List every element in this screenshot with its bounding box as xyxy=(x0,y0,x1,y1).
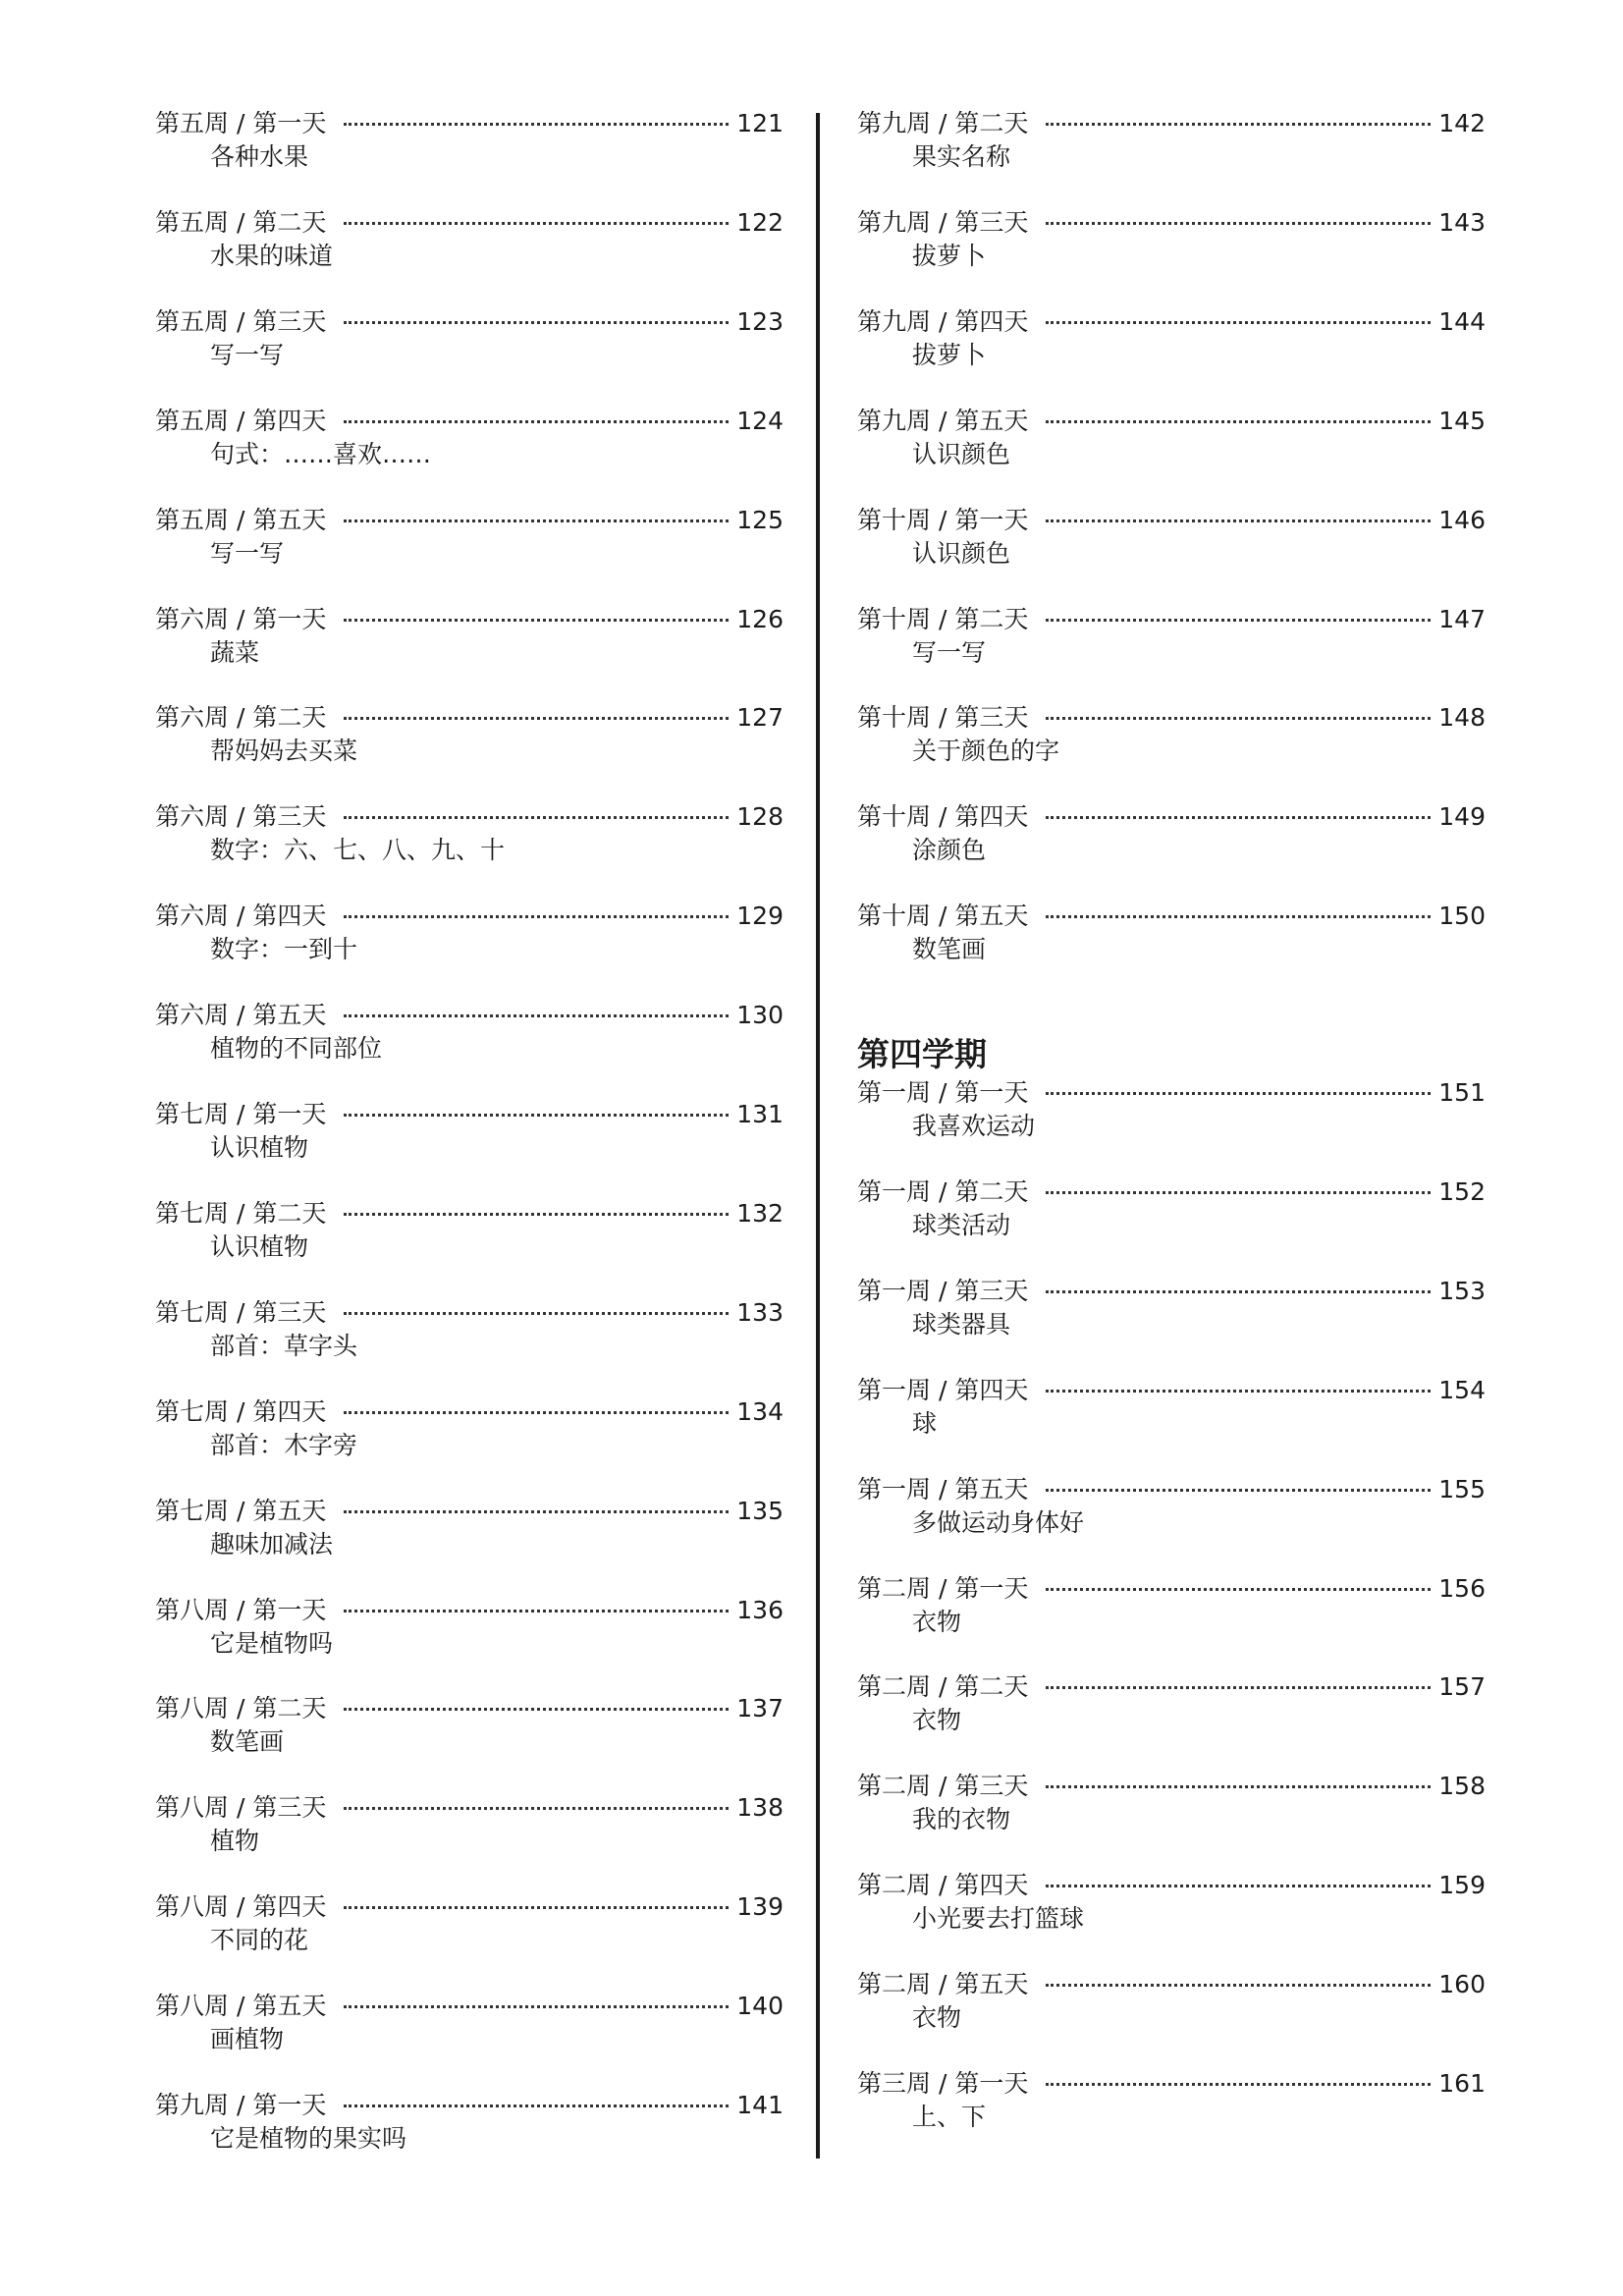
toc-entry-label: 第七周 / 第四天 xyxy=(155,1396,327,1426)
toc-entry-title: 认识植物 xyxy=(210,1231,309,1261)
toc-entry-title: 小光要去打篮球 xyxy=(912,1904,1085,1934)
toc-entry-title: 写一写 xyxy=(210,340,285,369)
dot-leader xyxy=(1046,123,1431,126)
toc-entry xyxy=(155,1991,784,2069)
toc-entry-page-number: 158 xyxy=(1438,1772,1486,1801)
dot-leader xyxy=(1046,1489,1431,1492)
toc-entry-title: 各种水果 xyxy=(210,142,309,171)
toc-entry-title: 句式：……喜欢…… xyxy=(210,439,432,468)
toc-entry-header xyxy=(857,108,1486,139)
toc-entry-label: 第九周 / 第一天 xyxy=(155,2091,327,2119)
dot-leader xyxy=(344,1312,729,1315)
toc-entry-title: 数字：六、七、八、九、十 xyxy=(210,836,506,865)
toc-entry-header xyxy=(857,306,1486,338)
dot-leader xyxy=(344,1807,729,1810)
toc-entry-header xyxy=(155,1991,784,2022)
dot-leader xyxy=(1046,1092,1431,1095)
toc-entry xyxy=(857,1276,1486,1354)
toc-entry-page-number: 126 xyxy=(736,604,784,633)
toc-entry-label: 第七周 / 第一天 xyxy=(155,1100,327,1128)
toc-entry-label: 第十周 / 第二天 xyxy=(857,604,1029,633)
toc-entry xyxy=(155,1693,784,1772)
toc-entry-label: 第九周 / 第五天 xyxy=(857,406,1029,435)
toc-entry xyxy=(155,406,784,484)
toc-entry xyxy=(155,108,784,187)
toc-entry-page-number: 122 xyxy=(736,207,784,237)
dot-leader xyxy=(344,1510,729,1513)
toc-entry-title: 衣物 xyxy=(912,1607,962,1636)
toc-entry xyxy=(857,1969,1486,2048)
dot-leader xyxy=(1046,1290,1431,1293)
dot-leader xyxy=(344,619,729,622)
toc-entry-page-number: 161 xyxy=(1438,2069,1486,2098)
toc-entry-header xyxy=(857,1671,1486,1703)
column-divider xyxy=(816,113,820,2159)
toc-entry-label: 第七周 / 第三天 xyxy=(155,1297,327,1327)
toc-entry-page-number: 129 xyxy=(736,902,784,931)
toc-entry-page-number: 145 xyxy=(1438,406,1486,435)
toc-entry-title: 认识颜色 xyxy=(912,538,1011,568)
toc-entry xyxy=(857,1176,1486,1255)
toc-entry xyxy=(857,406,1486,484)
toc-entry-title: 它是植物吗 xyxy=(210,1628,334,1658)
dot-leader xyxy=(344,1610,729,1613)
toc-entry xyxy=(857,108,1486,187)
toc-entry-header xyxy=(857,702,1486,734)
toc-entry-label: 第十周 / 第一天 xyxy=(857,505,1029,534)
dot-leader xyxy=(344,1906,729,1909)
toc-entry-header xyxy=(155,108,784,139)
toc-entry-title: 涂颜色 xyxy=(912,836,987,865)
toc-entry xyxy=(857,1771,1486,1849)
toc-entry-label: 第二周 / 第二天 xyxy=(857,1672,1029,1702)
toc-entry-header xyxy=(155,1891,784,1923)
toc-entry-page-number: 123 xyxy=(736,306,784,336)
dot-leader xyxy=(344,717,729,720)
toc-entry-label: 第一周 / 第五天 xyxy=(857,1474,1029,1503)
toc-entry-label: 第九周 / 第三天 xyxy=(857,207,1029,237)
toc-entry-header xyxy=(857,1375,1486,1406)
toc-entry-header xyxy=(155,1595,784,1626)
toc-entry-header xyxy=(155,901,784,932)
toc-entry-page-number: 146 xyxy=(1438,505,1486,534)
toc-entry-header xyxy=(155,1792,784,1824)
toc-entry-header xyxy=(155,2090,784,2121)
toc-entry-page-number: 149 xyxy=(1438,802,1486,832)
toc-entry-header xyxy=(155,1198,784,1230)
dot-leader xyxy=(1046,222,1431,225)
toc-entry-title: 果实名称 xyxy=(912,142,1011,171)
dot-leader xyxy=(1046,1785,1431,1788)
toc-entry xyxy=(155,1891,784,1970)
toc-entry-header xyxy=(857,1077,1486,1109)
toc-entry-label: 第二周 / 第四天 xyxy=(857,1871,1029,1900)
toc-entry-page-number: 131 xyxy=(736,1100,784,1128)
toc-entry-header xyxy=(155,306,784,338)
toc-entry xyxy=(857,1474,1486,1553)
toc-entry xyxy=(857,306,1486,385)
dot-leader xyxy=(1046,321,1431,324)
toc-entry-page-number: 125 xyxy=(736,505,784,534)
toc-entry-page-number: 147 xyxy=(1438,604,1486,633)
dot-leader xyxy=(1046,1984,1431,1987)
toc-entry xyxy=(155,306,784,385)
toc-entry-title: 认识颜色 xyxy=(912,439,1011,468)
toc-entry-label: 第六周 / 第三天 xyxy=(155,802,327,832)
toc-entry-label: 第一周 / 第二天 xyxy=(857,1176,1029,1206)
toc-entry-header xyxy=(155,207,784,239)
toc-entry-label: 第七周 / 第二天 xyxy=(155,1198,327,1228)
toc-entry xyxy=(155,1099,784,1177)
dot-leader xyxy=(344,420,729,423)
toc-entry xyxy=(857,1375,1486,1453)
toc-entry-label: 第八周 / 第二天 xyxy=(155,1694,327,1723)
toc-entry-title: 帮妈妈去买菜 xyxy=(210,737,358,766)
toc-entry-label: 第二周 / 第三天 xyxy=(857,1772,1029,1801)
toc-entry-header xyxy=(857,505,1486,536)
toc-entry xyxy=(155,1000,784,1078)
toc-entry-label: 第八周 / 第三天 xyxy=(155,1793,327,1823)
dot-leader xyxy=(1046,915,1431,918)
toc-entry-header xyxy=(155,604,784,635)
toc-entry-title: 部首：草字头 xyxy=(210,1331,358,1360)
toc-entry-label: 第二周 / 第五天 xyxy=(857,1970,1029,1999)
toc-entry xyxy=(857,1573,1486,1652)
dot-leader xyxy=(1046,1191,1431,1194)
toc-entry-header xyxy=(857,1176,1486,1208)
toc-entry xyxy=(857,1870,1486,1948)
toc-entry-header xyxy=(857,1474,1486,1505)
toc-entry-title: 球类器具 xyxy=(912,1309,1011,1339)
toc-entry-header xyxy=(155,702,784,734)
toc-entry xyxy=(155,801,784,880)
dot-leader xyxy=(344,1213,729,1216)
toc-entry-header xyxy=(155,1396,784,1428)
toc-entry xyxy=(155,1198,784,1277)
toc-entry-header xyxy=(155,801,784,833)
toc-entry-header xyxy=(857,207,1486,239)
dot-leader xyxy=(344,222,729,225)
dot-leader xyxy=(1046,816,1431,819)
toc-entry-header xyxy=(857,406,1486,437)
toc-entry-page-number: 135 xyxy=(736,1496,784,1525)
toc-entry-title: 认识植物 xyxy=(210,1133,309,1162)
dot-leader xyxy=(344,816,729,819)
toc-entry xyxy=(155,207,784,286)
toc-entry-header xyxy=(857,2068,1486,2100)
toc-entry-label: 第十周 / 第三天 xyxy=(857,703,1029,733)
toc-entry-page-number: 132 xyxy=(736,1198,784,1228)
toc-entry xyxy=(857,1077,1486,1156)
toc-entry xyxy=(857,505,1486,583)
dot-leader xyxy=(1046,1390,1431,1393)
dot-leader xyxy=(344,123,729,126)
toc-entry xyxy=(155,1297,784,1376)
toc-entry xyxy=(857,207,1486,286)
toc-entry-page-number: 154 xyxy=(1438,1375,1486,1404)
toc-entry-page-number: 136 xyxy=(736,1595,784,1624)
toc-entry-header xyxy=(155,1496,784,1527)
toc-entry-page-number: 157 xyxy=(1438,1672,1486,1702)
toc-entry-page-number: 159 xyxy=(1438,1871,1486,1900)
toc-entry-label: 第五周 / 第一天 xyxy=(155,109,327,137)
toc-entry-title: 部首：木字旁 xyxy=(210,1430,358,1459)
toc-entry xyxy=(155,1595,784,1673)
toc-entry-title: 我的衣物 xyxy=(912,1805,1011,1834)
toc-entry-label: 第五周 / 第四天 xyxy=(155,406,327,435)
term-heading: 第四学期 xyxy=(857,1035,987,1073)
toc-entry-title: 植物的不同部位 xyxy=(210,1034,383,1064)
toc-entry-title: 球类活动 xyxy=(912,1210,1011,1239)
toc-entry-label: 第三周 / 第一天 xyxy=(857,2069,1029,2098)
dot-leader xyxy=(1046,1885,1431,1887)
toc-entry-header xyxy=(155,505,784,536)
toc-entry-title: 关于颜色的字 xyxy=(912,737,1060,766)
toc-entry xyxy=(857,2068,1486,2147)
toc-entry-header xyxy=(155,1693,784,1724)
toc-entry xyxy=(857,1671,1486,1750)
toc-entry-title: 植物 xyxy=(210,1827,260,1856)
toc-entry-title: 多做运动身体好 xyxy=(912,1507,1085,1537)
toc-entry xyxy=(155,505,784,583)
toc-entry xyxy=(155,2090,784,2168)
toc-entry-label: 第六周 / 第二天 xyxy=(155,703,327,733)
toc-entry-page-number: 128 xyxy=(736,802,784,832)
toc-entry-label: 第一周 / 第四天 xyxy=(857,1375,1029,1404)
toc-entry xyxy=(857,604,1486,683)
dot-leader xyxy=(344,1708,729,1711)
toc-entry-page-number: 137 xyxy=(736,1694,784,1723)
toc-entry-page-number: 130 xyxy=(736,1001,784,1030)
dot-leader xyxy=(344,321,729,324)
dot-leader xyxy=(1046,519,1431,522)
toc-entry-header xyxy=(857,1969,1486,2000)
toc-entry-header xyxy=(155,1297,784,1329)
toc-entry-page-number: 127 xyxy=(736,703,784,733)
dot-leader xyxy=(344,2005,729,2008)
toc-entry xyxy=(857,901,1486,979)
toc-entry-title: 球 xyxy=(912,1408,938,1438)
toc-entry-title: 写一写 xyxy=(210,538,285,568)
toc-entry-header xyxy=(857,801,1486,833)
toc-entry-label: 第八周 / 第一天 xyxy=(155,1595,327,1624)
toc-entry-page-number: 124 xyxy=(736,406,784,435)
toc-entry xyxy=(155,901,784,979)
toc-entry-header xyxy=(155,406,784,437)
toc-entry-label: 第五周 / 第三天 xyxy=(155,306,327,336)
toc-entry-label: 第八周 / 第四天 xyxy=(155,1892,327,1922)
toc-entry-label: 第六周 / 第一天 xyxy=(155,604,327,633)
toc-entry-header xyxy=(857,1870,1486,1901)
toc-entry-title: 水果的味道 xyxy=(210,241,334,270)
toc-entry-page-number: 144 xyxy=(1438,306,1486,336)
dot-leader xyxy=(1046,1588,1431,1591)
toc-entry-title: 它是植物的果实吗 xyxy=(210,2124,407,2153)
toc-entry-label: 第八周 / 第五天 xyxy=(155,1992,327,2021)
toc-entry-page-number: 139 xyxy=(736,1892,784,1922)
toc-entry-page-number: 121 xyxy=(736,109,784,137)
toc-entry-title: 我喜欢运动 xyxy=(912,1112,1036,1140)
toc-entry-page-number: 152 xyxy=(1438,1176,1486,1206)
toc-entry xyxy=(155,604,784,683)
toc-entry-title: 趣味加减法 xyxy=(210,1529,334,1558)
toc-entry-title: 衣物 xyxy=(912,1706,962,1735)
toc-entry-header xyxy=(155,1000,784,1031)
toc-entry-title: 不同的花 xyxy=(210,1926,309,1955)
toc-entry-page-number: 151 xyxy=(1438,1078,1486,1107)
toc-entry-label: 第五周 / 第二天 xyxy=(155,207,327,237)
toc-entry-label: 第一周 / 第一天 xyxy=(857,1078,1029,1107)
toc-entry-page-number: 160 xyxy=(1438,1970,1486,1999)
toc-entry-page-number: 156 xyxy=(1438,1573,1486,1603)
toc-entry xyxy=(155,1792,784,1871)
dot-leader xyxy=(344,519,729,522)
dot-leader xyxy=(344,2105,729,2107)
toc-entry-page-number: 138 xyxy=(736,1793,784,1823)
toc-entry-title: 衣物 xyxy=(912,2003,962,2033)
toc-entry-header xyxy=(857,901,1486,932)
toc-entry-label: 第六周 / 第四天 xyxy=(155,902,327,931)
toc-entry-page-number: 153 xyxy=(1438,1276,1486,1305)
dot-leader xyxy=(344,1014,729,1017)
toc-entry-page-number: 155 xyxy=(1438,1474,1486,1503)
toc-entry-title: 拔萝卜 xyxy=(912,340,987,369)
toc-entry-title: 画植物 xyxy=(210,2025,285,2054)
toc-entry xyxy=(857,702,1486,781)
dot-leader xyxy=(1046,1686,1431,1689)
toc-entry-page-number: 141 xyxy=(736,2091,784,2119)
toc-entry-title: 拔萝卜 xyxy=(912,241,987,270)
toc-entry xyxy=(857,801,1486,880)
toc-entry xyxy=(155,702,784,781)
toc-entry-page-number: 142 xyxy=(1438,109,1486,137)
toc-entry-page-number: 140 xyxy=(736,1992,784,2021)
toc-entry-title: 数笔画 xyxy=(912,935,987,964)
toc-entry-page-number: 148 xyxy=(1438,703,1486,733)
toc-entry-label: 第一周 / 第三天 xyxy=(857,1276,1029,1305)
toc-entry-header xyxy=(857,1573,1486,1605)
toc-entry-header xyxy=(857,1276,1486,1307)
toc-entry-label: 第六周 / 第五天 xyxy=(155,1001,327,1030)
toc-entry-label: 第二周 / 第一天 xyxy=(857,1573,1029,1603)
toc-entry-label: 第五周 / 第五天 xyxy=(155,505,327,534)
toc-entry-title: 上、下 xyxy=(912,2103,987,2131)
toc-entry-title: 数笔画 xyxy=(210,1727,285,1757)
dot-leader xyxy=(1046,420,1431,423)
toc-entry-label: 第十周 / 第四天 xyxy=(857,802,1029,832)
toc-entry-label: 第十周 / 第五天 xyxy=(857,902,1029,931)
toc-entry-header xyxy=(155,1099,784,1130)
toc-entry-label: 第九周 / 第二天 xyxy=(857,109,1029,137)
dot-leader xyxy=(1046,717,1431,720)
toc-entry-title: 数字：一到十 xyxy=(210,935,358,964)
toc-entry-title: 写一写 xyxy=(912,637,987,667)
toc-entry xyxy=(155,1396,784,1475)
toc-entry-page-number: 150 xyxy=(1438,902,1486,931)
toc-entry-label: 第七周 / 第五天 xyxy=(155,1496,327,1525)
toc-entry-label: 第九周 / 第四天 xyxy=(857,306,1029,336)
toc-entry-page-number: 133 xyxy=(736,1297,784,1327)
dot-leader xyxy=(1046,2083,1431,2086)
toc-entry-header xyxy=(857,1771,1486,1802)
toc-entry-page-number: 143 xyxy=(1438,207,1486,237)
toc-entry-title: 蔬菜 xyxy=(210,637,260,667)
dot-leader xyxy=(344,1411,729,1414)
dot-leader xyxy=(344,1114,729,1117)
toc-entry-page-number: 134 xyxy=(736,1396,784,1426)
dot-leader xyxy=(344,915,729,918)
dot-leader xyxy=(1046,619,1431,622)
toc-entry-header xyxy=(857,604,1486,635)
toc-entry xyxy=(155,1496,784,1574)
